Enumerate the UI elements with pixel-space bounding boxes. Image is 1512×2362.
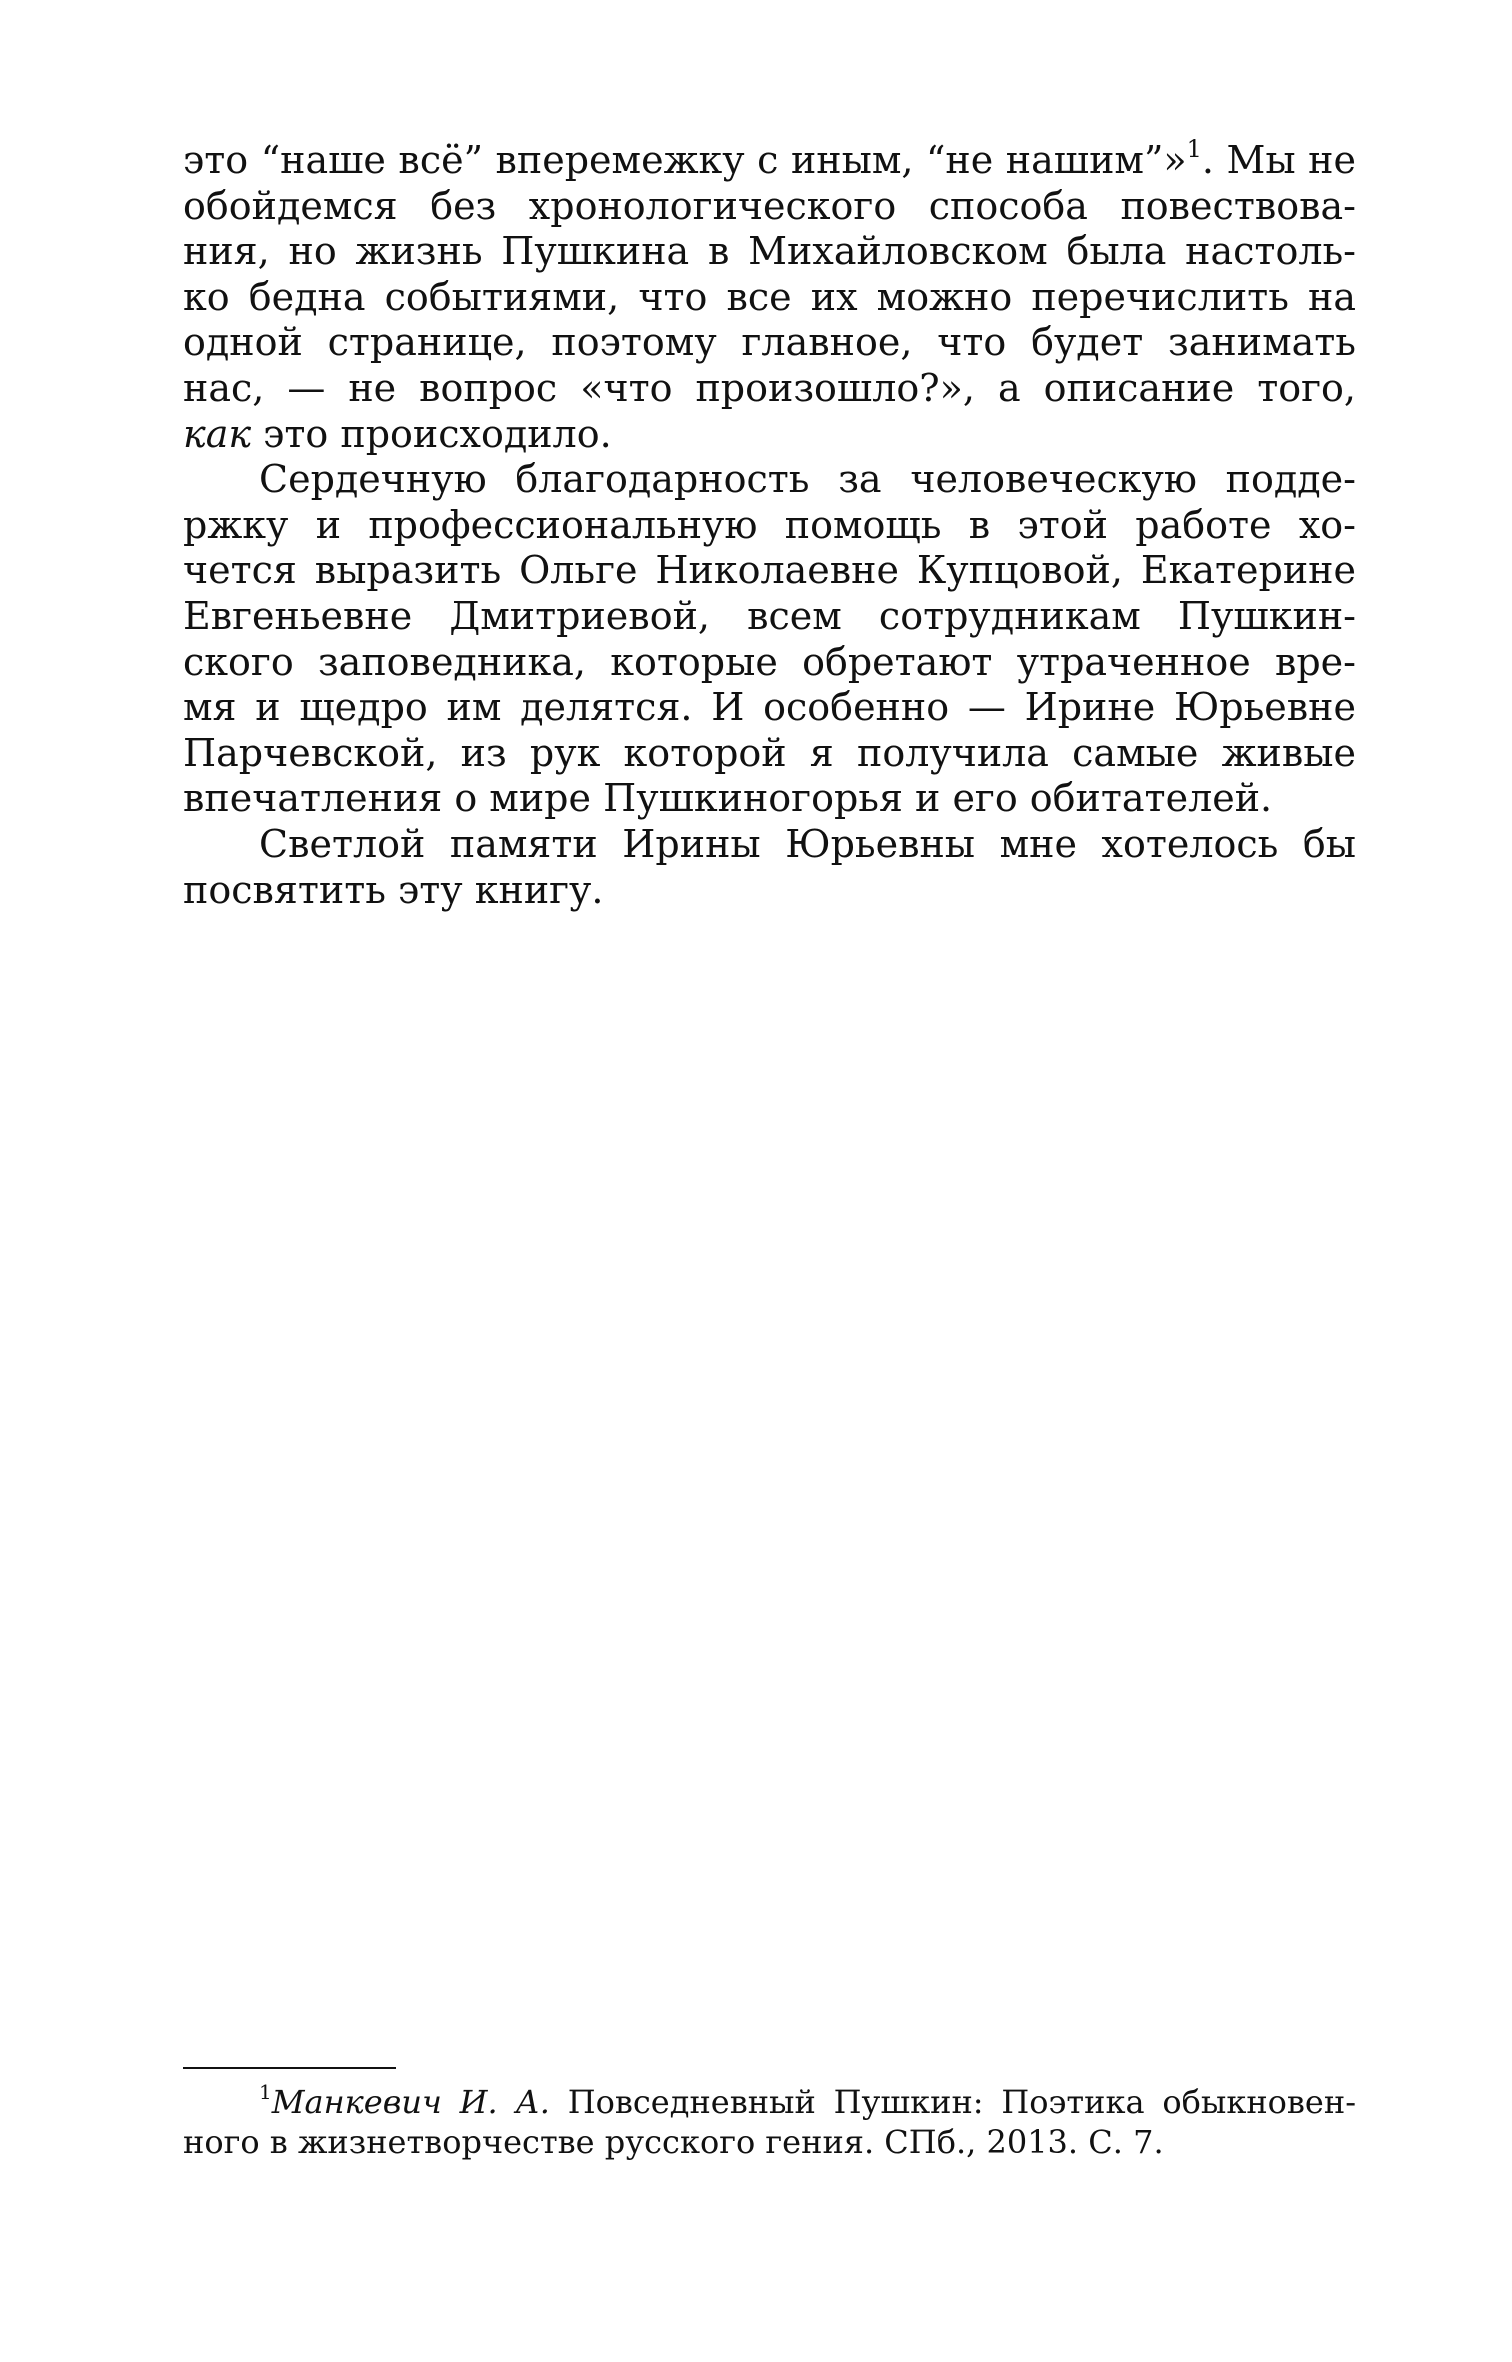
footnote-line [183, 2082, 1356, 2122]
paragraph-1 [183, 135, 1356, 457]
footnote-ref: 1 [1186, 135, 1202, 164]
footnote-author: Манкевич И. А. [271, 2083, 550, 2121]
text-span: Повседневный Пушкин: Поэтика обыкновен- [549, 2083, 1357, 2121]
text-line [183, 135, 1356, 184]
footnote-separator [183, 2067, 396, 2069]
footnote [183, 2082, 1356, 2162]
text-line: чется выразить Ольге Николаевне Купцовой, Екатерине [183, 548, 1356, 593]
text-line: Светлой памяти Ирины Юрьевны мне хотелось бы [259, 821, 1356, 866]
text-span: это происходило. [251, 411, 612, 456]
text-span: это “наше всё” вперемежку с иным, “не нашим”» [183, 138, 1187, 182]
text-line: Парчевской, из рук которой я получила самые живые [183, 730, 1356, 775]
text-line: мя и щедро им делятся. И особенно — Ирине Юрьевне [183, 685, 1356, 730]
text-line: одной странице, поэтому главное, что будет занимать [183, 320, 1356, 365]
text-line: ко бедна событиями, что все их можно перечислить на [183, 274, 1356, 319]
footnote-marker: 1 [259, 2080, 272, 2105]
paragraph-3 [183, 822, 1356, 913]
text-line: посвятить эту книгу. [183, 867, 604, 912]
text-line: ния, но жизнь Пушкина в Михайловском была настоль- [183, 229, 1356, 274]
text-line: впечатления о мире Пушкиногорья и его обитателей. [183, 776, 1273, 821]
main-text [183, 135, 1356, 913]
text-line: нас, — не вопрос «что произошло?», а описание того, [183, 365, 1356, 410]
text-line: обойдемся без хронологического способа повествова- [183, 183, 1356, 228]
emphasis: как [183, 411, 252, 456]
text-line: Евгеньевне Дмитриевой, всем сотрудникам Пушкин- [183, 593, 1356, 638]
text-line: ского заповедника, которые обретают утраченное вре- [183, 639, 1356, 684]
paragraph-2 [183, 457, 1356, 822]
footnote-line: ного в жизнетворчестве русского гения. СПб., 2013. С. 7. [183, 2123, 1164, 2161]
text-line [183, 412, 1356, 458]
text-line: Сердечную благодарность за человеческую подде- [259, 457, 1356, 502]
text-line: ржку и профессиональную помощь в этой работе хо- [183, 502, 1356, 547]
text-span: . Мы не [1201, 138, 1356, 182]
